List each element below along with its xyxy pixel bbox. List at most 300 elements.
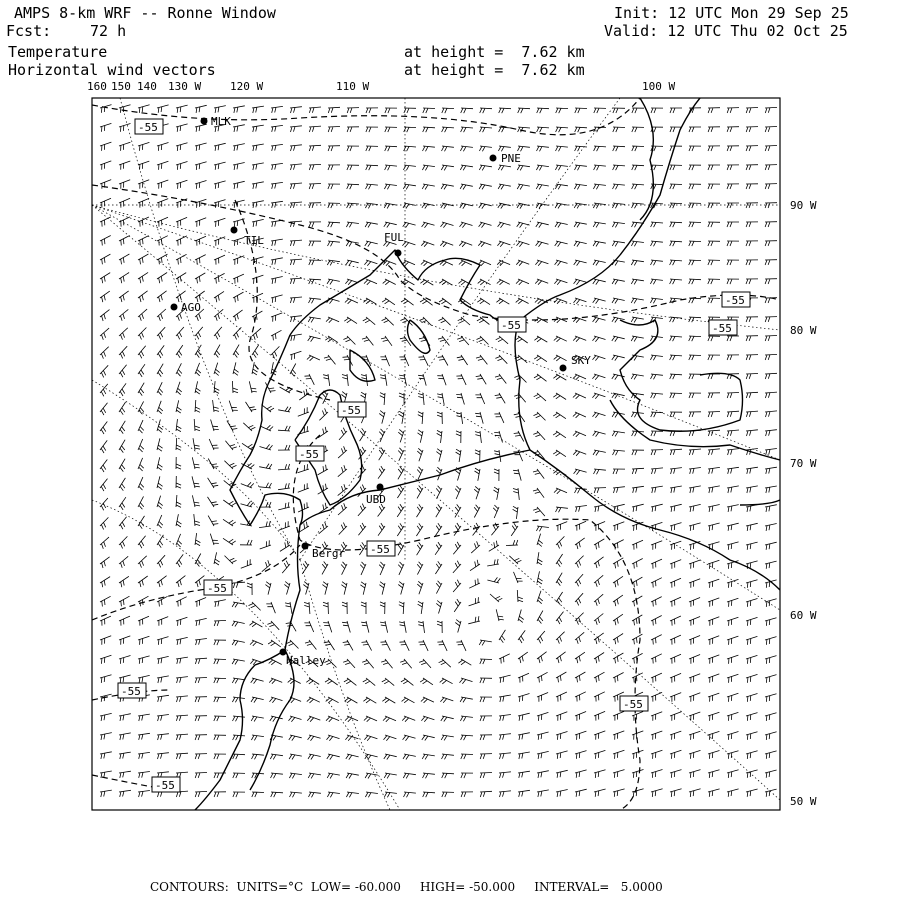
wind-barb <box>419 640 429 651</box>
wind-barb <box>284 582 290 595</box>
wind-barb <box>534 355 547 362</box>
wind-barb <box>119 517 127 530</box>
wind-barb <box>727 467 739 474</box>
wind-barb <box>460 222 473 228</box>
wind-barb <box>195 598 206 607</box>
wind-barb <box>344 317 357 324</box>
wind-barb <box>613 184 625 189</box>
wind-barb <box>271 220 283 227</box>
wind-barb <box>594 108 606 113</box>
wind-barb <box>229 401 238 412</box>
wind-barb <box>380 393 385 405</box>
wind-barb <box>195 639 207 646</box>
wind-barb <box>632 450 644 455</box>
wind-barb <box>689 317 701 322</box>
wind-barb <box>746 694 758 702</box>
wind-barb <box>727 393 739 399</box>
wind-barb <box>727 165 739 170</box>
wind-barb <box>328 146 340 151</box>
wind-barb <box>727 355 739 360</box>
wind-barb <box>455 504 461 517</box>
wind-barb <box>708 579 719 588</box>
wind-barb <box>324 659 336 668</box>
wind-barb <box>535 260 548 266</box>
wind-barb <box>553 450 566 457</box>
wind-barb <box>214 716 226 721</box>
wind-barb <box>461 792 473 797</box>
wind-barb <box>575 672 585 682</box>
wind-barb <box>575 538 585 549</box>
wind-barb <box>556 652 566 663</box>
wind-barb <box>243 423 255 431</box>
wind-barb <box>556 672 566 682</box>
wind-barb <box>252 201 264 208</box>
wind-barb <box>271 277 283 284</box>
wind-barb <box>119 236 130 246</box>
wind-barb <box>233 125 245 132</box>
wind-barb <box>746 108 758 114</box>
wind-barb <box>708 655 719 664</box>
wind-barb <box>632 615 642 625</box>
wind-barb <box>632 712 643 721</box>
wind-barb <box>477 336 489 345</box>
wind-barb <box>379 429 385 442</box>
wind-barb <box>534 393 546 401</box>
wind-barb <box>119 309 128 320</box>
wind-barb <box>632 146 644 151</box>
wind-barb <box>138 420 144 433</box>
wind-barb <box>341 562 347 575</box>
wind-barb <box>556 612 564 625</box>
wind-barb <box>442 773 454 778</box>
wind-barb <box>233 735 245 740</box>
wind-barb <box>233 256 244 265</box>
wind-barb <box>346 792 359 797</box>
wind-barb <box>138 536 146 549</box>
wind-barb <box>727 674 738 683</box>
wind-barb <box>343 355 353 366</box>
wind-barb <box>364 279 377 285</box>
wind-barb <box>480 791 492 797</box>
wind-barb <box>224 461 236 469</box>
wind-barb <box>138 772 150 778</box>
wind-barb <box>708 505 720 512</box>
wind-barb <box>251 716 264 722</box>
wind-barb <box>727 505 739 512</box>
wind-barb <box>517 184 530 190</box>
wind-barb <box>746 430 758 436</box>
wind-barb <box>474 486 480 499</box>
wind-barb <box>746 279 758 284</box>
lat-label: 60 W <box>790 609 817 622</box>
wind-barb <box>727 636 738 645</box>
wind-barb <box>420 298 433 305</box>
wind-barb <box>499 791 511 797</box>
wind-barb <box>100 694 112 702</box>
wind-barb <box>594 469 606 474</box>
wind-barb <box>746 241 758 246</box>
wind-barb <box>381 336 392 346</box>
wind-barb <box>499 695 511 702</box>
wind-barb <box>138 291 148 302</box>
wind-barb <box>689 674 700 683</box>
wind-barb <box>260 425 273 431</box>
wind-barb <box>347 108 359 113</box>
wind-barb <box>553 412 566 419</box>
wind-barb <box>304 621 313 632</box>
wind-barb <box>100 655 111 664</box>
wind-barb <box>494 450 501 462</box>
svg-text:-55: -55 <box>501 319 521 332</box>
wind-barb <box>233 310 243 321</box>
wind-barb <box>456 374 466 385</box>
wind-barb <box>573 336 586 342</box>
wind-barb <box>119 254 129 264</box>
wind-barb <box>342 374 348 386</box>
wind-barb <box>252 106 264 113</box>
wind-barb <box>514 572 523 583</box>
wind-barb <box>632 184 644 189</box>
wind-barb <box>398 466 404 479</box>
wind-barb <box>469 597 480 606</box>
wind-barb <box>252 163 264 170</box>
wind-barb <box>574 222 587 227</box>
wind-barb <box>365 792 378 797</box>
wind-barb <box>435 523 442 536</box>
wind-barb <box>290 107 302 113</box>
wind-barb <box>765 146 777 152</box>
wind-barb <box>537 771 549 778</box>
wind-barb <box>516 298 529 304</box>
wind-barb <box>613 522 624 531</box>
wind-barb <box>689 560 700 569</box>
wind-barb <box>290 792 302 797</box>
lon-label: 130 W <box>168 80 202 93</box>
wind-barb <box>651 712 662 721</box>
wind-barb <box>513 488 519 500</box>
wind-barb <box>138 236 149 246</box>
wind-barb <box>689 393 701 398</box>
wind-barb <box>509 556 521 564</box>
wind-barb <box>192 495 200 507</box>
wind-barb <box>593 431 606 437</box>
wind-barb <box>271 144 283 151</box>
wind-barb <box>347 146 359 151</box>
wind-barb <box>176 576 185 587</box>
wind-barb <box>440 241 453 247</box>
wind-barb <box>100 217 111 227</box>
wind-barb <box>498 203 511 209</box>
wind-barb <box>382 678 394 686</box>
wind-barb <box>418 621 424 633</box>
wind-barb <box>119 440 125 453</box>
wind-barb <box>233 200 245 208</box>
wind-barb <box>401 298 414 305</box>
wind-barb <box>119 771 131 778</box>
wind-barb <box>345 697 358 703</box>
wind-barb <box>247 583 252 595</box>
wind-barb <box>670 468 682 474</box>
contour-label <box>296 446 324 461</box>
wind-barb <box>613 469 625 474</box>
wind-barb <box>362 659 374 668</box>
wind-barb <box>497 260 510 266</box>
wind-barb <box>613 127 625 132</box>
wind-barb <box>208 497 219 507</box>
wind-barb <box>176 597 187 607</box>
wind-barb <box>593 241 606 247</box>
wind-barb <box>499 734 511 740</box>
wind-barb <box>119 656 131 664</box>
wind-barb <box>195 327 203 339</box>
wind-barb <box>594 575 603 587</box>
wind-barb <box>417 448 423 461</box>
wind-barb <box>537 652 547 663</box>
wind-barb <box>249 381 256 393</box>
wind-barb <box>708 412 720 418</box>
wind-barb <box>575 556 584 568</box>
wind-barb <box>479 203 492 209</box>
wind-barb <box>380 602 385 614</box>
height-label-1: at height = 7.62 km <box>404 43 585 61</box>
longitude-labels <box>87 80 675 93</box>
wind-barb <box>290 164 302 170</box>
wind-barb <box>765 165 777 170</box>
wind-barb <box>708 617 719 626</box>
wind-barb <box>195 791 207 797</box>
wind-barb <box>157 476 163 489</box>
wind-barb <box>358 523 366 535</box>
wind-barb <box>157 457 163 470</box>
wind-barb <box>455 620 461 633</box>
lat-label: 80 W <box>790 324 817 337</box>
wind-barb <box>324 355 336 364</box>
wind-barb <box>670 279 682 284</box>
wind-barb <box>381 659 392 668</box>
wind-barb <box>208 516 218 526</box>
wind-barb <box>119 616 130 626</box>
wind-barb <box>100 675 112 683</box>
wind-barb <box>269 678 282 684</box>
wind-barb <box>689 789 701 797</box>
wind-barb <box>100 273 110 284</box>
wind-barb <box>195 236 206 245</box>
wind-barb <box>285 602 292 614</box>
svg-text:UBD: UBD <box>366 493 386 506</box>
wind-barb <box>613 504 625 512</box>
wind-barb <box>416 523 423 536</box>
wind-barb <box>402 241 415 247</box>
wind-barb <box>399 411 405 424</box>
wind-barb <box>474 505 480 518</box>
wind-barb <box>746 523 758 531</box>
wind-barb <box>437 393 444 405</box>
wind-barb <box>594 522 605 531</box>
wind-barb <box>423 792 435 797</box>
wind-barb <box>499 127 511 132</box>
svg-text:FUL: FUL <box>384 231 404 244</box>
svg-text:-55: -55 <box>341 404 361 417</box>
wind-barb <box>290 221 302 227</box>
wind-barb <box>421 697 434 703</box>
wind-barb <box>241 501 254 507</box>
wind-barb <box>533 431 545 440</box>
wind-barb <box>436 467 442 480</box>
wind-barb <box>100 752 112 759</box>
wind-barb <box>631 241 644 246</box>
wind-barb <box>651 486 663 493</box>
wind-barb <box>241 559 252 568</box>
wind-barb <box>575 165 587 170</box>
wind-barb <box>487 559 499 566</box>
wind-barb <box>496 298 509 304</box>
wind-barb <box>536 241 549 247</box>
wind-barb <box>214 640 226 645</box>
wind-barb <box>298 483 309 492</box>
wind-barb <box>270 716 283 722</box>
station-til <box>231 227 265 248</box>
wind-barb <box>100 347 109 359</box>
wind-barb <box>515 336 528 343</box>
wind-barb <box>555 241 568 247</box>
wind-barb <box>250 621 263 627</box>
wind-barb <box>708 731 719 739</box>
wind-barb <box>594 789 606 797</box>
wind-barb <box>157 438 163 451</box>
wind-barb <box>246 402 257 412</box>
wind-barb <box>290 351 301 360</box>
wind-barb <box>670 504 682 512</box>
wind-barb <box>651 673 662 683</box>
wind-barb <box>289 735 302 741</box>
wind-barb <box>437 640 447 651</box>
wind-barb <box>632 504 644 512</box>
wind-barb <box>399 602 404 614</box>
wind-barb <box>365 203 378 208</box>
wind-barb <box>487 577 500 583</box>
wind-barb <box>456 431 461 443</box>
wind-barb <box>727 712 738 720</box>
wind-barb <box>327 298 340 304</box>
wind-barb <box>651 412 663 417</box>
wind-barb <box>556 108 568 113</box>
wind-barb <box>398 429 404 442</box>
wind-barb <box>670 355 682 360</box>
wind-barb <box>100 123 111 131</box>
wind-barb <box>708 467 720 474</box>
wind-barb <box>556 507 568 512</box>
wind-barb <box>100 440 107 453</box>
wind-barb <box>651 616 662 626</box>
wind-barb <box>746 655 757 663</box>
wind-barb <box>651 770 663 778</box>
wind-barb <box>670 165 682 170</box>
wind-barb <box>632 127 644 132</box>
wind-barb <box>422 222 435 228</box>
wind-barb <box>309 222 321 227</box>
wind-barb <box>537 693 548 702</box>
wind-barb <box>328 241 340 246</box>
wind-barb <box>438 336 449 346</box>
wind-barb <box>612 222 625 227</box>
wind-barb <box>670 241 682 246</box>
wind-barb <box>138 346 146 359</box>
wind-barb <box>262 560 271 572</box>
wind-barb <box>195 273 205 283</box>
wind-barb <box>345 298 358 304</box>
wind-barb <box>746 392 758 398</box>
wind-barb <box>378 466 385 479</box>
wind-barb <box>499 753 511 759</box>
wind-barb <box>632 577 642 587</box>
wind-barb <box>536 222 549 228</box>
contour-label <box>620 696 648 711</box>
wind-barb <box>214 381 219 393</box>
lon-label: 110 W <box>336 80 370 93</box>
wind-barb <box>290 316 302 322</box>
wind-barb <box>214 773 226 778</box>
wind-barb <box>138 714 150 721</box>
wind-barb <box>475 393 484 404</box>
wind-barb <box>746 732 758 740</box>
wind-barb <box>119 596 130 606</box>
wind-barb <box>271 346 279 358</box>
wind-barb <box>513 506 518 519</box>
wind-barb <box>612 431 625 436</box>
wind-barb <box>328 165 340 170</box>
wind-barb <box>480 108 492 113</box>
wind-barb <box>343 640 353 650</box>
wind-barb <box>298 502 309 512</box>
wind-barb <box>213 400 219 412</box>
wind-barb <box>305 640 316 650</box>
wind-barb <box>100 142 111 151</box>
wind-barb <box>403 222 416 228</box>
wind-barb <box>594 614 603 625</box>
wind-barb <box>651 393 663 398</box>
wind-barb <box>100 254 110 264</box>
wind-barb <box>347 127 359 132</box>
wind-barb <box>138 576 148 587</box>
wind-barb <box>480 659 492 664</box>
wind-barb <box>346 754 359 760</box>
wind-barb <box>460 165 473 170</box>
wind-barb <box>554 488 567 494</box>
wind-barb <box>518 673 529 682</box>
wind-barb <box>516 260 529 266</box>
wind-barb <box>138 733 150 740</box>
wind-barb <box>670 616 681 626</box>
lon-label: 140 <box>137 80 157 93</box>
wind-barb <box>421 716 434 722</box>
wind-barb <box>176 753 188 759</box>
wind-barb <box>138 496 144 509</box>
wind-barb <box>689 712 700 721</box>
wind-barb <box>267 621 279 630</box>
wind-barb <box>727 222 739 227</box>
wind-barb <box>480 773 492 779</box>
wind-barb <box>765 675 777 683</box>
wind-barb <box>514 431 524 442</box>
wind-barb <box>323 374 330 386</box>
lon-label: 120 W <box>230 80 264 93</box>
wind-barb <box>556 127 568 132</box>
wind-barb <box>214 363 220 376</box>
wind-barb <box>260 444 273 450</box>
wind-barb <box>518 610 524 623</box>
wind-barb <box>157 734 169 740</box>
wind-barb <box>419 355 429 366</box>
